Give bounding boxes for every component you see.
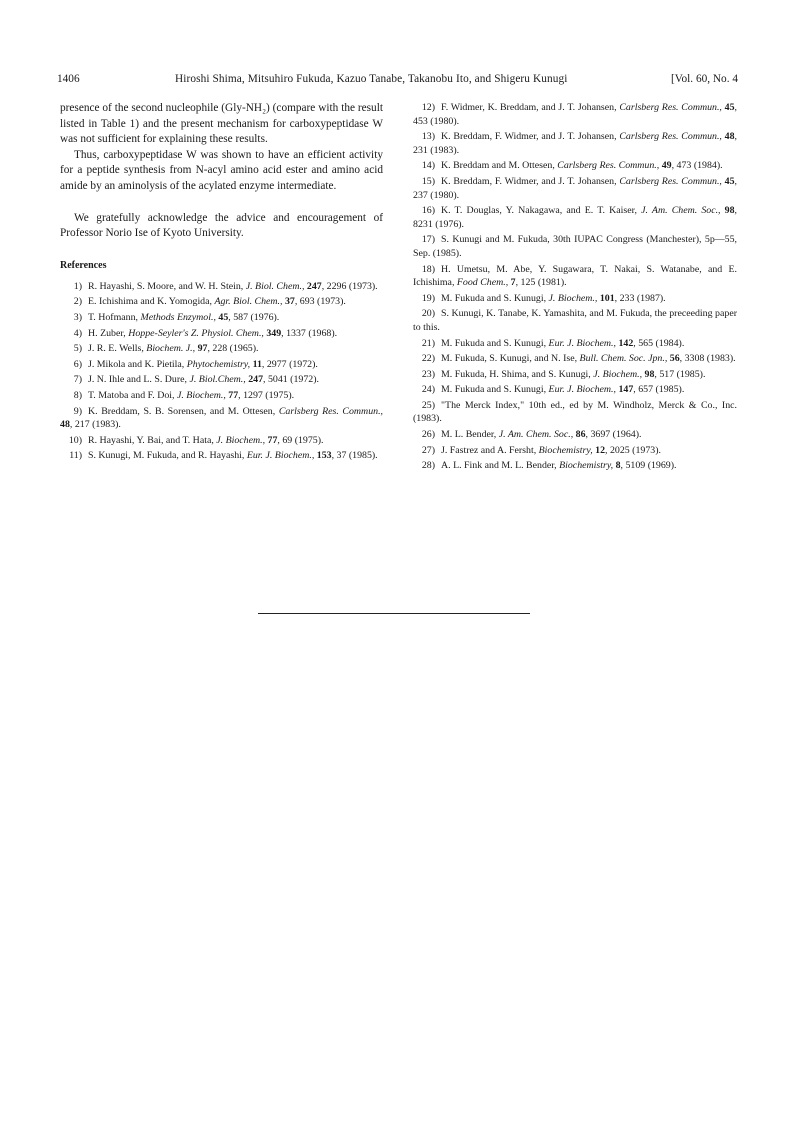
reference-volume: 77 — [228, 389, 239, 401]
reference-pages-year: , 5041 (1972). — [263, 374, 319, 386]
reference-authors: R. Hayashi, Y. Bai, and T. Hata, — [88, 434, 214, 446]
reference-number: 1) — [73, 280, 82, 292]
reference-authors: K. T. Douglas, Y. Nakagawa, and E. T. Kaiser, — [441, 205, 637, 217]
reference-journal: Carlsberg Res. Commun., — [278, 405, 384, 417]
reference-number: 17) — [421, 234, 435, 246]
references-heading: References — [60, 259, 107, 271]
body-paragraph-2: Thus, carboxypeptidase W was shown to have an efficient activity for a peptide synthesis from N-acyl amino acid ester and amino acid amide by an aminolysis of the acylated enzyme intermediate. — [60, 148, 383, 192]
reference-authors: K. Breddam, F. Widmer, and J. T. Johansen, — [441, 131, 617, 143]
reference-pages-year: , 233 (1987). — [614, 292, 666, 304]
reference-item — [60, 295, 383, 309]
reference-item — [413, 444, 737, 458]
reference-pages-year: , 231 (1983). — [413, 131, 738, 156]
reference-item — [413, 204, 737, 231]
reference-number: 26) — [421, 429, 435, 441]
reference-volume: 98 — [644, 368, 655, 380]
body-paragraph-1: presence of the second nucleophile (Gly-NH₂) (compare with the result listed in Table 1) and the present mechanism for carboxypeptidase W was not sufficient for explaining these results. — [60, 102, 383, 146]
reference-item — [413, 352, 737, 366]
acknowledgement: We gratefully acknowledge the advice and encouragement of Professor Norio Ise of Kyoto University. — [60, 211, 383, 240]
reference-authors: K. Breddam and M. Ottesen, — [441, 160, 555, 172]
reference-item — [413, 307, 737, 334]
reference-authors: R. Hayashi, S. Moore, and W. H. Stein, — [88, 280, 244, 292]
reference-volume: 349 — [266, 327, 282, 339]
reference-number: 13) — [421, 131, 435, 143]
reference-authors: K. Breddam, F. Widmer, and J. T. Johansen, — [441, 175, 617, 187]
reference-pages-year: , 2977 (1972). — [261, 358, 318, 370]
reference-volume: 98 — [724, 205, 735, 217]
reference-number: 23) — [421, 368, 435, 380]
reference-journal: Biochemistry, — [559, 460, 614, 472]
reference-number: 11) — [69, 450, 82, 462]
reference-number: 5) — [73, 343, 82, 355]
reference-pages-year: , 217 (1983). — [69, 419, 121, 431]
reference-volume: 247 — [306, 280, 322, 292]
reference-item — [413, 159, 737, 173]
reference-item — [413, 399, 737, 426]
reference-item — [60, 389, 383, 403]
header-volume: [Vol. 60, No. 4 — [671, 73, 738, 85]
reference-volume: 12 — [595, 444, 606, 456]
reference-number: 15) — [421, 175, 435, 187]
reference-item — [413, 368, 737, 382]
reference-pages-year: , 517 (1985). — [654, 368, 706, 380]
reference-number: 8) — [73, 389, 82, 401]
reference-journal: J. Am. Chem. Soc., — [498, 429, 574, 441]
reference-item — [413, 233, 737, 260]
reference-number: 24) — [421, 384, 435, 396]
reference-journal: J. Biol. Chem., — [245, 280, 305, 292]
reference-item — [413, 263, 737, 290]
reference-journal: J. Biochem., — [176, 389, 226, 401]
reference-volume: 147 — [618, 384, 634, 396]
reference-journal: J. Biol.Chem., — [189, 374, 246, 386]
reference-pages-year: , 453 (1980). — [413, 102, 738, 127]
reference-number: 14) — [421, 160, 435, 172]
reference-authors: J. N. Ihle and L. S. Dure, — [88, 374, 188, 386]
reference-pages-year: , 37 (1985). — [331, 450, 378, 462]
reference-number: 20) — [421, 308, 435, 320]
right-column — [413, 101, 737, 475]
reference-item — [60, 311, 383, 325]
reference-journal: Eur. J. Biochem., — [548, 384, 616, 396]
reference-item — [413, 459, 737, 473]
reference-authors: T. Matoba and F. Doi, — [88, 389, 175, 401]
reference-item — [413, 175, 737, 202]
reference-journal: J. Biochem., — [216, 434, 266, 446]
reference-authors: S. Kunugi, K. Tanabe, K. Yamashita, and M. Fukuda, the preceeding paper to this. — [413, 308, 737, 333]
reference-pages-year: , 237 (1980). — [413, 175, 738, 201]
reference-authors: F. Widmer, K. Breddam, and J. T. Johansen, — [441, 102, 617, 113]
reference-pages-year: , 5109 (1969). — [620, 460, 677, 472]
reference-number: 19) — [421, 292, 435, 304]
reference-pages-year: , 1337 (1968). — [281, 327, 338, 339]
reference-item — [413, 101, 737, 128]
reference-pages-year: , 8231 (1976). — [413, 205, 738, 230]
reference-authors: M. Fukuda, H. Shima, and S. Kunugi, — [441, 368, 591, 380]
reference-authors: A. L. Fink and M. L. Bender, — [441, 460, 557, 472]
reference-authors: "The Merck Index," 10th ed., ed by M. Windholz, Merck & Co., Inc. (1983). — [413, 399, 737, 425]
reference-volume: 142 — [618, 337, 634, 349]
reference-pages-year: , 473 (1984). — [671, 160, 723, 172]
reference-number: 2) — [73, 296, 82, 308]
reference-list-left — [60, 280, 383, 463]
reference-journal: Carlsberg Res. Commun., — [619, 131, 722, 143]
left-column — [60, 101, 383, 465]
reference-item — [60, 280, 383, 294]
reference-authors: T. Hofmann, — [88, 311, 139, 323]
reference-pages-year: , 587 (1976). — [228, 311, 280, 323]
reference-volume: 77 — [267, 434, 278, 446]
reference-authors: M. Fukuda and S. Kunugi, — [441, 384, 547, 396]
reference-journal: Biochem. J., — [146, 343, 196, 355]
reference-item — [413, 130, 737, 157]
running-header — [57, 71, 738, 87]
reference-volume: 8 — [615, 460, 621, 472]
reference-volume: 45 — [724, 175, 735, 187]
reference-journal: Carlsberg Res. Commun., — [557, 160, 660, 172]
reference-number: 22) — [421, 353, 435, 365]
reference-authors: J. Fastrez and A. Fersht, — [441, 444, 537, 456]
header-authors: Hiroshi Shima, Mitsuhiro Fukuda, Kazuo Tanabe, Takanobu Ito, and Shigeru Kunugi — [175, 73, 568, 85]
reference-journal: Eur. J. Biochem., — [246, 450, 315, 462]
reference-volume: 153 — [316, 450, 332, 462]
reference-pages-year: , 2025 (1973). — [605, 444, 661, 456]
reference-pages-year: , 3697 (1964). — [585, 429, 642, 441]
reference-volume: 37 — [284, 296, 295, 308]
reference-authors: S. Kunugi and M. Fukuda, 30th IUPAC Congress (Manchester), 5p—55, Sep. (1985). — [413, 234, 737, 259]
reference-number: 4) — [73, 327, 82, 339]
reference-journal: J. Biochem., — [548, 292, 598, 304]
reference-volume: 86 — [575, 429, 586, 441]
reference-volume: 49 — [661, 160, 672, 172]
reference-journal: Agr. Biol. Chem., — [214, 296, 283, 308]
end-rule — [258, 613, 530, 614]
reference-authors: M. Fukuda and S. Kunugi, — [441, 337, 547, 349]
reference-number: 10) — [68, 434, 82, 446]
reference-authors: H. Umetsu, M. Abe, Y. Sugawara, T. Nakai, S. Watanabe, and E. Ichishima, — [413, 263, 737, 289]
reference-journal: Carlsberg Res. Commun., — [619, 102, 722, 113]
reference-number: 27) — [421, 444, 435, 456]
reference-pages-year: , 69 (1975). — [277, 434, 324, 446]
reference-number: 16) — [421, 205, 435, 217]
reference-authors: H. Zuber, — [88, 327, 126, 339]
reference-item — [413, 383, 737, 397]
reference-journal: J. Biochem., — [593, 368, 643, 380]
reference-authors: M. Fukuda and S. Kunugi, — [441, 292, 547, 304]
reference-journal: Methods Enzymol., — [140, 311, 216, 323]
reference-volume: 101 — [599, 292, 615, 304]
reference-number: 25) — [421, 399, 435, 411]
reference-pages-year: , 125 (1981). — [515, 277, 567, 289]
reference-number: 28) — [421, 460, 435, 472]
reference-volume: 7 — [510, 277, 516, 289]
reference-number: 18) — [421, 263, 435, 275]
reference-volume: 45 — [218, 311, 229, 323]
reference-volume: 45 — [724, 102, 735, 113]
reference-authors: M. Fukuda, S. Kunugi, and N. Ise, — [441, 353, 578, 365]
reference-list-right — [413, 101, 737, 473]
reference-journal: Hoppe-Seyler's Z. Physiol. Chem., — [128, 327, 264, 339]
reference-item — [413, 428, 737, 442]
reference-journal: J. Am. Chem. Soc., — [641, 205, 721, 217]
reference-pages-year: , 693 (1973). — [294, 296, 346, 308]
reference-volume: 48 — [724, 131, 735, 143]
reference-volume: 11 — [252, 358, 262, 370]
reference-pages-year: , 1297 (1975). — [238, 389, 295, 401]
reference-number: 12) — [421, 102, 435, 113]
reference-item — [60, 373, 383, 387]
reference-item — [60, 434, 383, 448]
reference-journal: Bull. Chem. Soc. Jpn., — [579, 353, 668, 365]
reference-number: 21) — [421, 337, 435, 349]
reference-number: 6) — [73, 358, 82, 370]
reference-journal: Phytochemistry, — [186, 358, 251, 370]
reference-pages-year: , 565 (1984). — [633, 337, 685, 349]
reference-volume: 247 — [248, 374, 263, 386]
reference-pages-year: , 3308 (1983). — [679, 353, 736, 365]
reference-pages-year: , 228 (1965). — [207, 343, 259, 355]
reference-number: 7) — [73, 374, 82, 386]
reference-authors: J. Mikola and K. Pietila, — [88, 358, 185, 370]
reference-item — [60, 358, 383, 372]
reference-item — [60, 449, 383, 463]
reference-journal: Eur. J. Biochem., — [548, 337, 616, 349]
reference-item — [60, 342, 383, 356]
reference-pages-year: , 657 (1985). — [633, 384, 685, 396]
reference-authors: S. Kunugi, M. Fukuda, and R. Hayashi, — [88, 450, 245, 462]
reference-item — [413, 292, 737, 306]
reference-authors: E. Ichishima and K. Yomogida, — [88, 296, 212, 308]
reference-item — [60, 405, 383, 432]
reference-number: 9) — [73, 405, 82, 417]
reference-volume: 97 — [197, 343, 208, 355]
reference-pages-year: , 2296 (1973). — [321, 280, 378, 292]
reference-journal: Food Chem., — [456, 277, 509, 289]
reference-journal: Carlsberg Res. Commun., — [619, 175, 722, 187]
page-number: 1406 — [57, 73, 80, 85]
reference-authors: J. R. E. Wells, — [88, 343, 144, 355]
reference-volume: 48 — [60, 419, 70, 431]
reference-volume: 56 — [669, 353, 680, 365]
reference-authors: K. Breddam, S. B. Sorensen, and M. Ottesen, — [88, 405, 276, 417]
reference-item — [413, 337, 737, 351]
reference-number: 3) — [73, 311, 82, 323]
reference-authors: M. L. Bender, — [441, 429, 497, 441]
reference-item — [60, 327, 383, 341]
reference-journal: Biochemistry, — [538, 444, 593, 456]
